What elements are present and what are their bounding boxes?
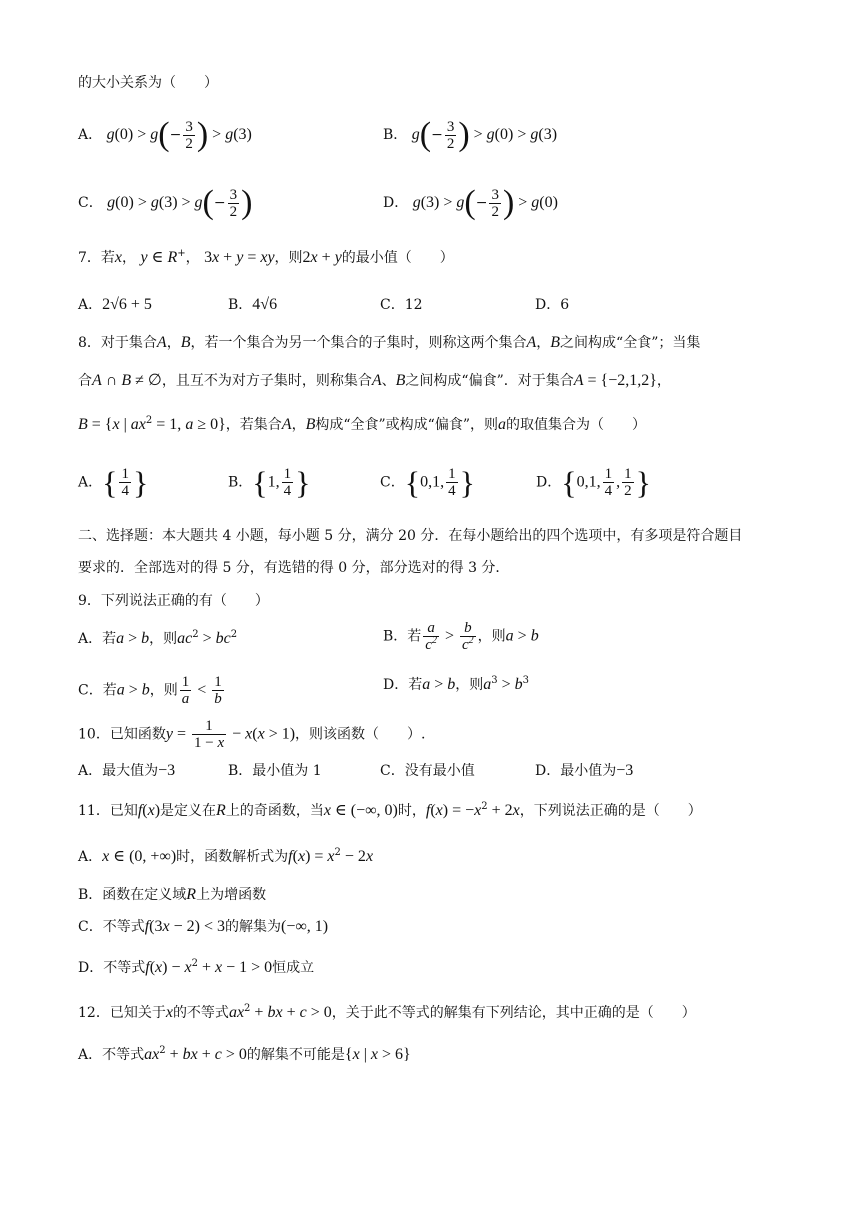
q7-option-a[interactable]: A．2√6 + 5: [78, 296, 152, 313]
q10-option-a[interactable]: A．最大值为−3: [78, 762, 176, 779]
q11-option-a[interactable]: A．x ∈ (0, +∞)时，函数解析式为$f(x) = x^2 - 2x$: [78, 847, 374, 865]
q10-stem: 10．已知函数y = $\frac{1}{1 - x}$ − x(x > 1)，则该函数（ ）.: [78, 718, 426, 751]
q10-options: [78, 760, 633, 782]
q9-option-c[interactable]: C．若a > b，则 $\frac{1}{a}$ < $\frac{1}{b}$: [78, 674, 222, 707]
q10-option-d[interactable]: D．最小值为−3: [535, 762, 634, 779]
q6-option-a[interactable]: A． g(0) > g(− $\frac{3}{2}$ ) > g(3): [78, 116, 252, 153]
q9-option-a[interactable]: A．若a > b，则$ac^2 > bc^2$: [78, 629, 238, 647]
q8-stem-line2: 合A ∩ B ≠ ∅，且互不为对方子集时，则称集合A、B之间构成“偏食”．对于集合A = {−2,1,2}，: [78, 372, 671, 389]
q7-stem: 7．若x， y ∈ R+， 3x + y = xy，则2x + y的最小值（ ）: [78, 248, 454, 266]
q7-option-c[interactable]: C．12: [380, 297, 423, 313]
q11-option-d[interactable]: D．不等式$f(x) - x^2 + x - 1 > 0$恒成立: [78, 958, 315, 976]
q8-option-b[interactable]: B．{1, $\frac{1}{4}$ }: [228, 464, 311, 501]
q9-stem: 9．下列说法正确的有（ ）: [78, 593, 269, 609]
q8-stem-line1: 8．对于集合A，B，若一个集合为另一个集合的子集时，则称这两个集合A，B之间构成“全食”；当集: [78, 334, 701, 351]
q7-options: [78, 294, 569, 316]
q8-option-c[interactable]: C．{0,1, $\frac{1}{4}$ }: [380, 464, 475, 501]
q9-option-b[interactable]: B．若 $\frac{a}{c^2}$ > $\frac{b}{c^2}$ ，则a > b: [383, 620, 539, 653]
q12-option-a[interactable]: A．不等式$ax^2$ + bx + c > 0的解集不可能是{x | x > 6}: [78, 1045, 411, 1063]
section2-intro-line2: 要求的．全部选对的得 5 分，有选错的得 0 分，部分选对的得 3 分．: [78, 560, 510, 576]
q6-option-d[interactable]: D． g(3) > g(− $\frac{3}{2}$ ) > g(0): [383, 184, 558, 221]
q9-option-d[interactable]: D．若a > b，则$a^3 > b^3$: [383, 675, 530, 693]
q11-option-b[interactable]: B．函数在定义域R上为增函数: [78, 886, 267, 903]
q10-option-c[interactable]: C．没有最小值: [380, 763, 475, 779]
q8-option-a[interactable]: A．{ $\frac{1}{4}$ }: [78, 464, 149, 501]
q7-option-b[interactable]: B．4√6: [228, 296, 278, 313]
q8-option-d[interactable]: D．{0,1, $\frac{1}{4}$ , $\frac{1}{2}$ }: [536, 464, 651, 501]
section2-intro-line1: 二、选择题：本大题共 4 小题，每小题 5 分，满分 20 分．在每小题给出的四个选项中，有多项是符合题目: [78, 528, 743, 544]
q7-option-d[interactable]: D．6: [535, 297, 570, 313]
q6-tail: 的大小关系为（ ）: [78, 75, 218, 91]
q8-stem-line3: B = {x | $ax^2 = 1$, a ≥ 0}，若集合A，B构成“全食”或构成“偏食”，则a的取值集合为（ ）: [78, 415, 646, 433]
q6-option-c[interactable]: C． g(0) > g(3) > g(− $\frac{3}{2}$ ): [78, 184, 253, 221]
q10-option-b[interactable]: B．最小值为 1: [228, 763, 322, 779]
q12-stem: 12．已知关于x的不等式$ax^2$ + bx + c > 0，关于此不等式的解集有下列结论，其中正确的是（ ）: [78, 1003, 696, 1021]
q11-option-c[interactable]: C．不等式f(3x − 2) < 3的解集为(−∞, 1): [78, 918, 329, 935]
q8-options: [78, 466, 651, 499]
q6-option-b[interactable]: B． g(− $\frac{3}{2}$ ) > g(0) > g(3): [383, 116, 558, 153]
q11-stem: 11．已知f(x)是定义在R上的奇函数，当x ∈ (−∞, 0)时，$f(x) = -x^2 + 2x$，下列说法正确的是（ ）: [78, 801, 702, 819]
